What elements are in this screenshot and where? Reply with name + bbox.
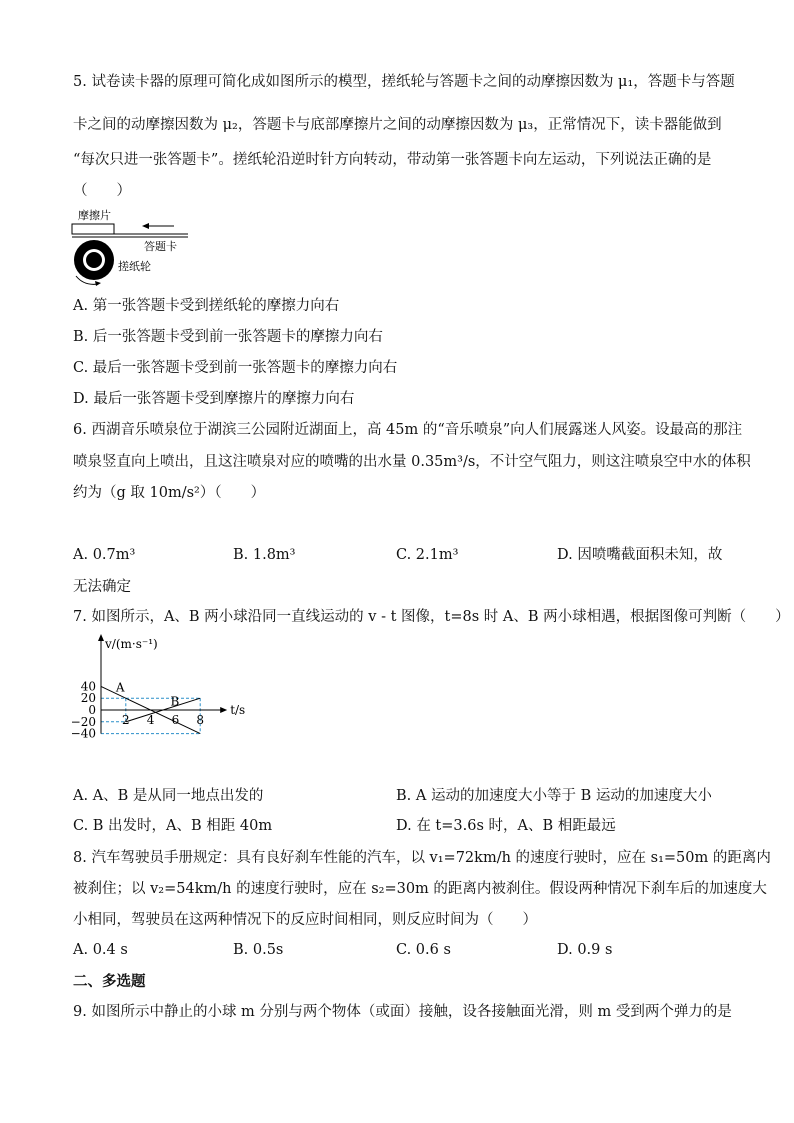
q6-option-d: D. 因喷嘴截面积未知，故 bbox=[557, 547, 723, 563]
q5-line-4: （ ） bbox=[73, 183, 131, 199]
q6-option-a: A. 0.7m³ bbox=[73, 547, 136, 563]
q5-option-c: C. 最后一张答题卡受到前一张答题卡的摩擦力向右 bbox=[73, 360, 398, 376]
x-axis-label: t/s bbox=[230, 703, 246, 717]
q7-option-c: C. B 出发时，A、B 相距 40m bbox=[73, 818, 273, 834]
q6-line-2: 喷泉竖直向上喷出，且这注喷泉对应的喷嘴的出水量 0.35m³/s，不计空气阻力，则这注喷泉空中水的体积 bbox=[73, 454, 751, 470]
card-label: 答题卡 bbox=[144, 240, 177, 253]
y-tick-label: 40 bbox=[80, 679, 96, 694]
arrow-head bbox=[142, 223, 149, 229]
y-tick-label: −20 bbox=[70, 714, 96, 729]
q5-line-3: “每次只进一张答题卡”。搓纸轮沿逆时针方向转动，带动第一张答题卡向左运动，下列说法正确的是 bbox=[73, 152, 712, 168]
q7-line: 7. 如图所示，A、B 两小球沿同一直线运动的 v - t 图像，t=8s 时 A、B 两小球相遇，根据图像可判断（ ） bbox=[73, 609, 790, 625]
q8-line-1: 8. 汽车驾驶员手册规定：具有良好刹车性能的汽车，以 v₁=72km/h 的速度行驶时，应在 s₁=50m 的距离内 bbox=[73, 850, 771, 866]
y-axis-label: v/(m·s⁻¹) bbox=[105, 637, 158, 651]
x-tick-label: 6 bbox=[171, 713, 180, 727]
q8-line-2: 被刹住；以 v₂=54km/h 的速度行驶时，应在 s₂=30m 的距离内被刹住。假设两种情况下刹车后的加速度大 bbox=[73, 881, 767, 897]
y-tick-label: −40 bbox=[70, 726, 96, 741]
wheel-label: 搓纸轮 bbox=[118, 260, 151, 273]
pad-label: 摩擦片 bbox=[78, 209, 111, 222]
x-axis-arrow bbox=[220, 707, 227, 713]
q8-line-3: 小相同，驾驶员在这两种情况下的反应时间相同，则反应时间为（ ） bbox=[73, 912, 537, 928]
y-tick-label: 20 bbox=[80, 691, 96, 706]
friction-pad bbox=[72, 224, 114, 234]
q9-line: 9. 如图所示中静止的小球 m 分别与两个物体（或面）接触，设各接触面光滑，则 m 受到两个弹力的是 bbox=[73, 1004, 732, 1020]
x-tick-label: 8 bbox=[196, 713, 205, 727]
q7-option-a: A. A、B 是从同一地点出发的 bbox=[73, 788, 264, 804]
y-tick-label: 0 bbox=[88, 703, 96, 717]
q5-option-b: B. 后一张答题卡受到前一张答题卡的摩擦力向右 bbox=[73, 329, 383, 345]
series-label-a: A bbox=[115, 680, 125, 695]
q6-option-c: C. 2.1m³ bbox=[396, 547, 459, 563]
q5-option-d: D. 最后一张答题卡受到摩擦片的摩擦力向右 bbox=[73, 391, 355, 407]
q6-option-b: B. 1.8m³ bbox=[233, 547, 296, 563]
q8-option-a: A. 0.4 s bbox=[73, 942, 128, 958]
section-title: 二、多选题 bbox=[73, 974, 146, 990]
q6-option-d-continued: 无法确定 bbox=[73, 579, 131, 595]
q6-line-3: 约为（g 取 10m/s²）（ ） bbox=[73, 485, 266, 501]
y-axis-arrow bbox=[98, 634, 104, 641]
vt-chart bbox=[70, 632, 290, 780]
q8-option-d: D. 0.9 s bbox=[557, 942, 613, 958]
q7-option-d: D. 在 t=3.6s 时，A、B 相距最远 bbox=[396, 818, 616, 834]
q5-line-1: 5. 试卷读卡器的原理可简化成如图所示的模型，搓纸轮与答题卡之间的动摩擦因数为 μ₁，答题卡与答题 bbox=[73, 74, 735, 90]
q8-option-c: C. 0.6 s bbox=[396, 942, 451, 958]
series-label-b: B bbox=[170, 694, 180, 709]
q5-option-a: A. 第一张答题卡受到搓纸轮的摩擦力向右 bbox=[73, 298, 340, 314]
x-tick-label: 2 bbox=[121, 713, 130, 727]
q5-line-2: 卡之间的动摩擦因数为 μ₂，答题卡与底部摩擦片之间的动摩擦因数为 μ₃，正常情况下，读卡器能做到 bbox=[73, 117, 722, 133]
q7-option-b: B. A 运动的加速度大小等于 B 运动的加速度大小 bbox=[396, 788, 712, 804]
q6-line-1: 6. 西湖音乐喷泉位于湖滨三公园附近湖面上，高 45m 的“音乐喷泉”向人们展露迷人风姿。设最高的那注 bbox=[73, 422, 743, 438]
q8-option-b: B. 0.5s bbox=[233, 942, 284, 958]
card-reader-diagram bbox=[70, 205, 195, 287]
x-tick-label: 4 bbox=[146, 713, 155, 727]
